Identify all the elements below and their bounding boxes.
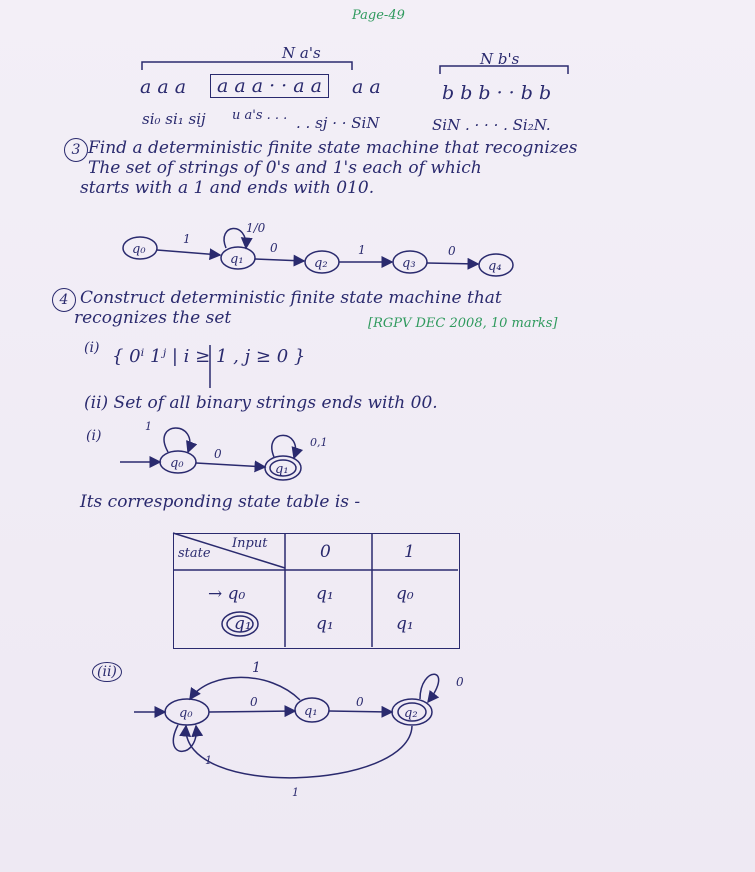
question-number-3: 3 bbox=[64, 138, 88, 162]
table-row-2-on0: q₁ bbox=[316, 614, 334, 634]
diagram-ii-edge-4: 1 bbox=[205, 754, 212, 767]
diagram-i-edge-0: 1 bbox=[145, 420, 152, 433]
diagram-i-label-q1: q₁ bbox=[275, 462, 289, 477]
state-seq-mid: . . sj · · SiN bbox=[296, 114, 380, 132]
n-bs-bracket bbox=[440, 66, 568, 74]
q3-line-3: starts with a 1 and ends with 010. bbox=[80, 178, 375, 198]
table-intro: Its corresponding state table is - bbox=[80, 492, 361, 512]
q3-state-label-q1: q₁ bbox=[230, 252, 244, 267]
diagram-ii-label: (ii) bbox=[92, 662, 122, 682]
u-as-label: u a's . . . bbox=[232, 108, 288, 123]
table-row-2-on1: q₁ bbox=[396, 614, 414, 634]
exam-reference: [RGPV DEC 2008, 10 marks] bbox=[368, 316, 558, 331]
q3-line-2: The set of strings of 0's and 1's each of which bbox=[88, 158, 482, 178]
diagram-i-edge-1: 0 bbox=[214, 447, 222, 461]
n-bs-label: N b's bbox=[480, 50, 520, 68]
table-row-1-on1: q₀ bbox=[396, 584, 414, 604]
table-col-0: 0 bbox=[320, 542, 331, 562]
a-string-right: a a bbox=[352, 76, 381, 98]
table-row-1-state: → q₀ bbox=[208, 584, 246, 604]
diagram-ii-label-q2: q₂ bbox=[404, 706, 418, 721]
q4-line-1: Construct deterministic finite state machine that bbox=[80, 288, 502, 308]
diagram-i-label: (i) bbox=[86, 428, 102, 444]
state-seq-right: SiN . · · · . Si₂N. bbox=[432, 116, 551, 134]
diagram-ii-edge-3: 0 bbox=[456, 675, 464, 689]
q3-edge-label-0: 1 bbox=[183, 232, 191, 246]
q3-state-label-q0: q₀ bbox=[132, 242, 146, 257]
b-string: b b b · · b b bbox=[442, 82, 552, 104]
diagram-ii-edge-0: 1 bbox=[252, 660, 261, 676]
q3-state-label-q4: q₄ bbox=[488, 259, 502, 274]
table-final-state-circle-inner bbox=[227, 616, 253, 632]
part-i-label: (i) bbox=[84, 340, 100, 356]
table-row-2-state: q₁ bbox=[234, 614, 252, 634]
state-seq-left: si₀ si₁ sij bbox=[142, 110, 206, 128]
q3-edge-label-4: 0 bbox=[448, 244, 456, 258]
table-header-input: Input bbox=[232, 536, 268, 551]
table-row-1-on0: q₁ bbox=[316, 584, 334, 604]
diagram-ii-edge-1: 0 bbox=[250, 695, 258, 709]
table-header-state: state bbox=[178, 546, 211, 561]
diagram-ii-label-q0: q₀ bbox=[179, 706, 193, 721]
a-string-left: a a a bbox=[140, 76, 187, 98]
diagram-i-label-q0: q₀ bbox=[170, 456, 184, 471]
n-as-bracket bbox=[142, 62, 352, 70]
q3-edge-label-1: 1/0 bbox=[246, 221, 266, 235]
page-number: Page-49 bbox=[352, 8, 405, 23]
q3-line-1: Find a deterministic finite state machine that recognizes bbox=[88, 138, 578, 158]
q4-line-2: recognizes the set bbox=[74, 308, 232, 328]
diagram-ii-label-q1: q₁ bbox=[304, 704, 318, 719]
q3-state-label-q3: q₃ bbox=[402, 256, 416, 271]
diagram-i-edge-2: 0,1 bbox=[310, 436, 328, 449]
part-ii-text: (ii) Set of all binary strings ends with 00. bbox=[84, 393, 438, 413]
question-number-4: 4 bbox=[52, 288, 76, 312]
q3-edge-label-2: 0 bbox=[270, 241, 278, 255]
part-i-set: { 0ⁱ 1ʲ | i ≥ 1 , j ≥ 0 } bbox=[112, 346, 306, 367]
diagram-ii-edge-2: 0 bbox=[356, 695, 364, 709]
n-as-label: N a's bbox=[282, 44, 321, 62]
diagram-ii-edge-5: 1 bbox=[292, 786, 299, 799]
a-string-box: a a a · · a a bbox=[210, 74, 329, 98]
q3-edge-label-3: 1 bbox=[358, 243, 366, 257]
q3-state-label-q2: q₂ bbox=[314, 256, 328, 271]
table-col-1: 1 bbox=[404, 542, 415, 562]
